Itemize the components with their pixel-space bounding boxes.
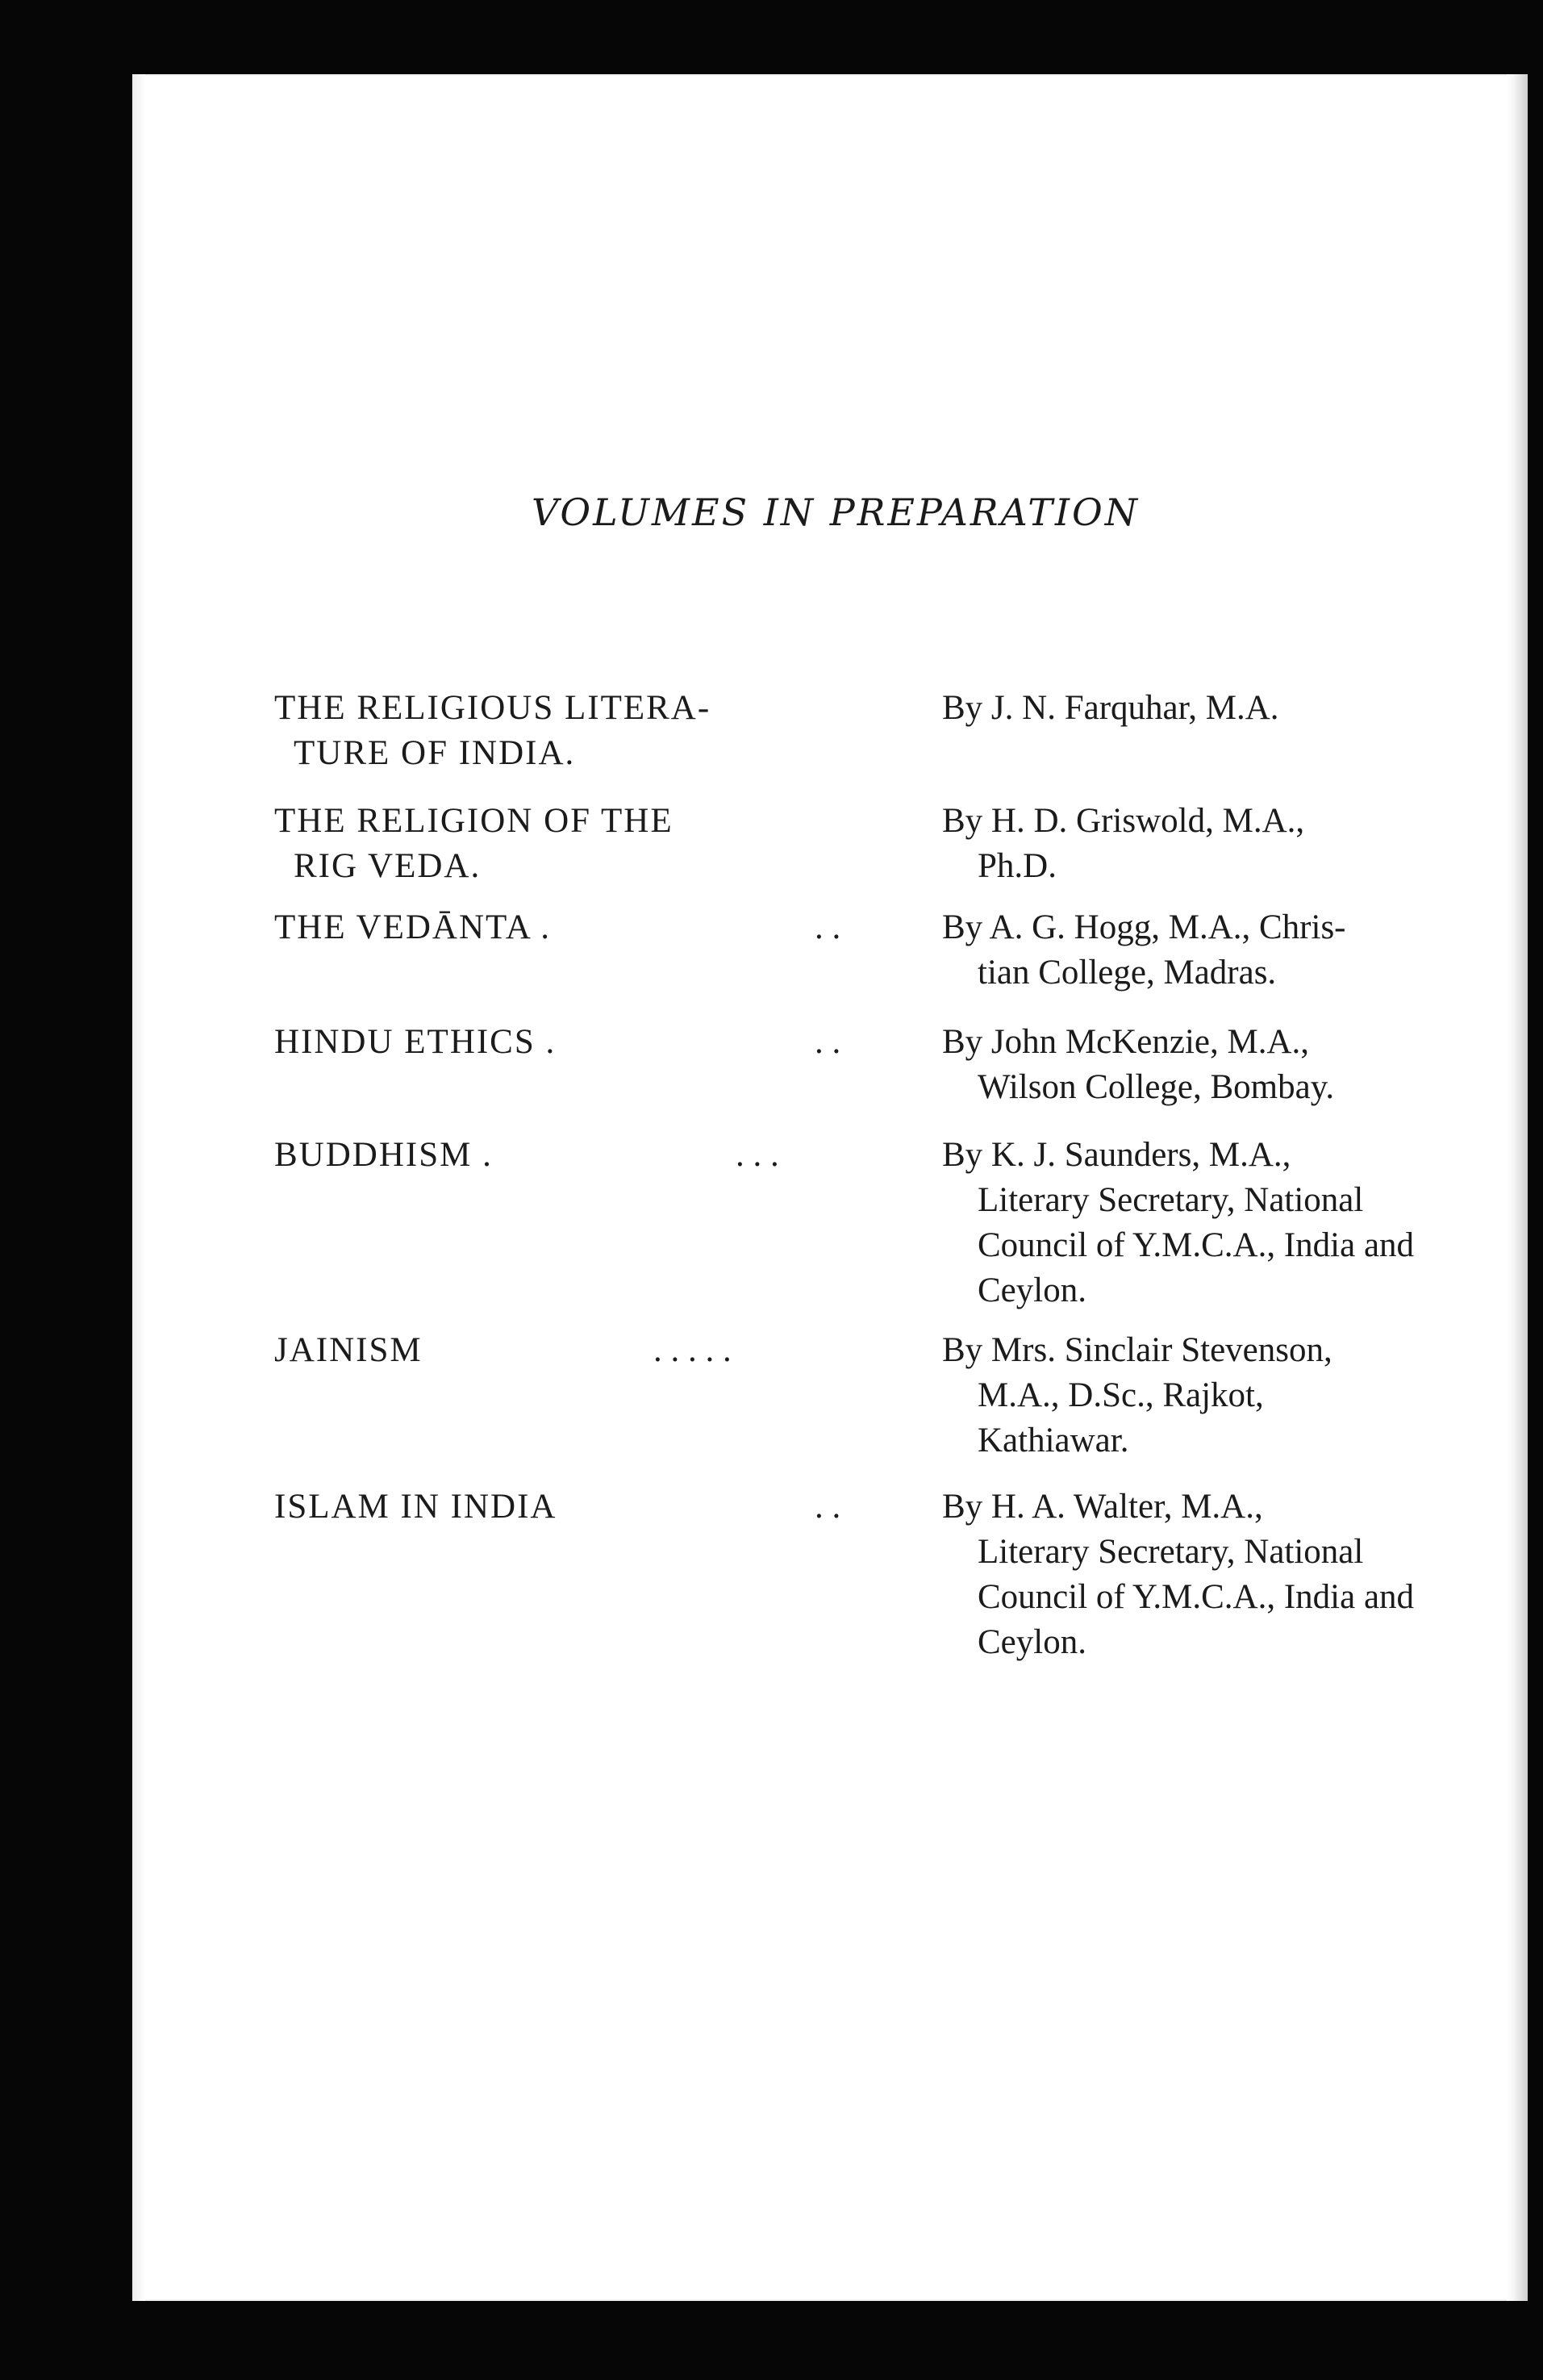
- leader-dots: . .: [815, 1488, 841, 1526]
- volume-author-line: By H. A. Walter, M.A.,: [942, 1488, 1263, 1526]
- volume-title-line: ISLAM IN INDIA: [274, 1488, 557, 1526]
- volume-title-line: HINDU ETHICS .: [274, 1023, 557, 1061]
- volume-title-line: THE VEDĀNTA .: [274, 908, 552, 946]
- volume-author-line: By H. D. Griswold, M.A.,: [942, 802, 1305, 840]
- volume-title: [274, 799, 787, 889]
- page-shadow-right: [1507, 74, 1528, 2301]
- volume-entry: [274, 905, 1420, 1034]
- volume-author-details: Ph.D.: [978, 847, 1057, 885]
- volume-author-details: Literary Secretary, National Council of Y.M.C.A., India and Ceylon.: [978, 1533, 1415, 1661]
- volume-author: [942, 1133, 1418, 1313]
- leader-dots: . .: [815, 908, 841, 946]
- volume-title-continuation: RIG VEDA.: [294, 847, 482, 885]
- volume-title-line: BUDDHISM .: [274, 1136, 493, 1174]
- leader-dots: . .: [815, 1023, 841, 1061]
- volume-author-line: By A. G. Hogg, M.A., Chris-: [942, 908, 1346, 946]
- volume-author: [942, 799, 1418, 889]
- volume-author-details: Literary Secretary, National Council of Y.M.C.A., India and Ceylon.: [978, 1181, 1415, 1309]
- volume-title: [274, 1484, 787, 1530]
- volume-author: [942, 686, 1418, 731]
- volume-title-line: THE RELIGIOUS LITERA-: [274, 689, 711, 727]
- volume-author: [942, 1328, 1418, 1463]
- volume-author: [942, 1484, 1418, 1665]
- volume-entry: [274, 1133, 1420, 1310]
- page-shadow-left: [132, 74, 145, 2301]
- volume-author-line: By Mrs. Sinclair Stevenson,: [942, 1331, 1332, 1369]
- volume-title: [274, 1020, 787, 1065]
- volume-entry: [274, 686, 1420, 815]
- volume-title: [274, 1133, 787, 1178]
- volume-entry: [274, 1484, 1420, 1662]
- page-heading: VOLUMES IN PREPARATION: [531, 491, 1141, 534]
- volume-title-line: JAINISM: [274, 1331, 423, 1369]
- volume-entry: [274, 1328, 1420, 1473]
- volume-author: [942, 1020, 1418, 1110]
- volume-entry: [274, 1020, 1420, 1149]
- volume-author-line: By John McKenzie, M.A.,: [942, 1023, 1310, 1061]
- volume-author-line: By J. N. Farquhar, M.A.: [942, 689, 1279, 727]
- volume-title-continuation: TURE OF INDIA.: [294, 734, 576, 772]
- volume-title: [274, 686, 787, 776]
- volume-author-details: tian College, Madras.: [978, 954, 1277, 992]
- volume-title-line: THE RELIGION OF THE: [274, 802, 673, 840]
- leader-dots: . . .: [736, 1136, 779, 1174]
- volume-author: [942, 905, 1418, 996]
- volume-title: [274, 905, 787, 950]
- volume-author-details: Wilson College, Bombay.: [978, 1068, 1335, 1106]
- volume-author-line: By K. J. Saunders, M.A.,: [942, 1136, 1291, 1174]
- volume-author-details: M.A., D.Sc., Rajkot, Kathiawar.: [978, 1376, 1264, 1459]
- leader-dots: . . . . .: [653, 1331, 732, 1369]
